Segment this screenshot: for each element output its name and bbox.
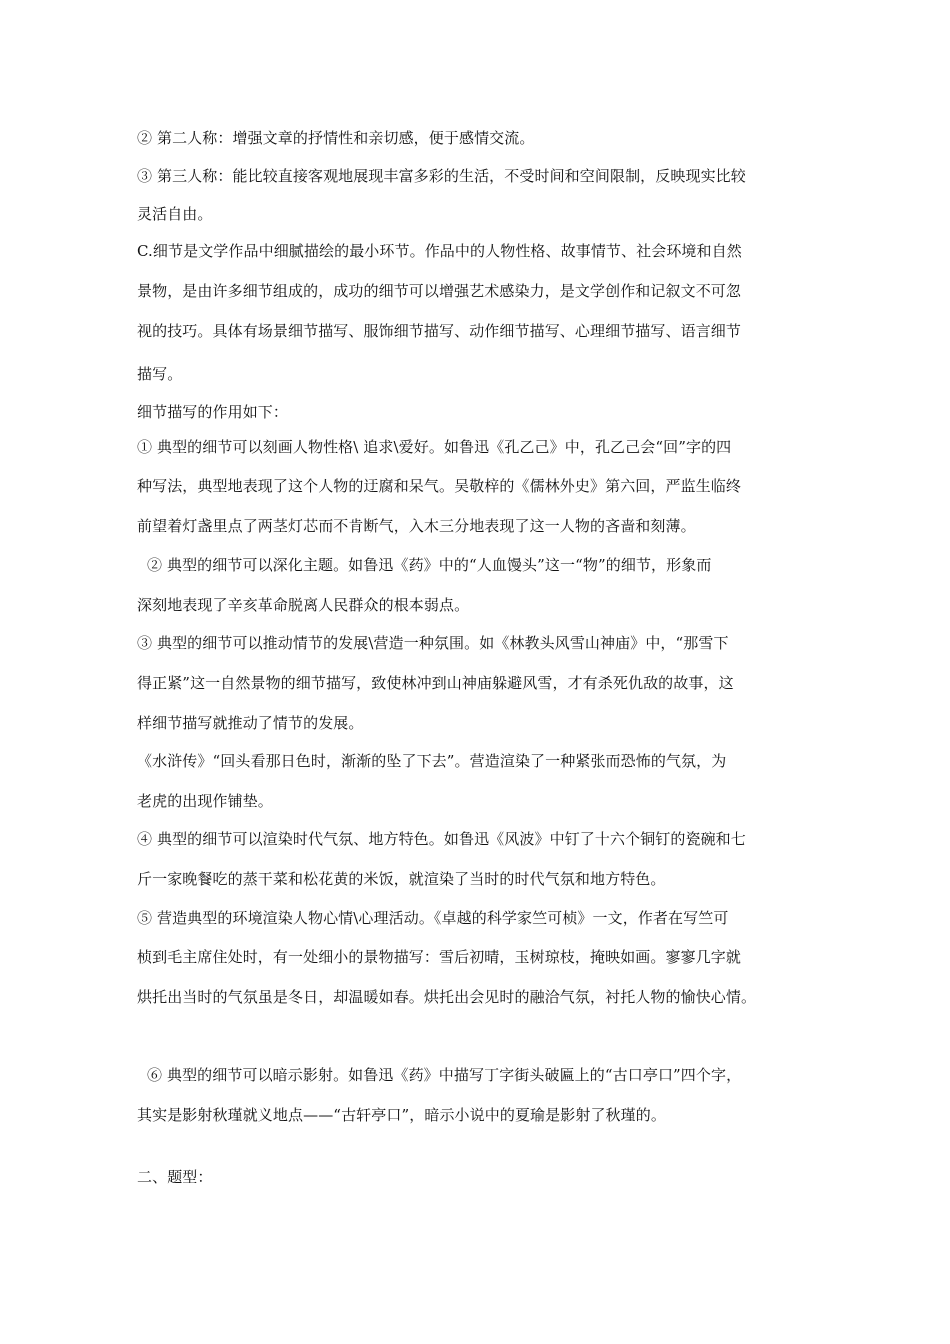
text-line: ⑥ 典型的细节可以暗示影射。如鲁迅《药》中描写丁字街头破匾上的“古口亭口”四个字， [147, 1066, 742, 1084]
text-line: ③ 典型的细节可以推动情节的发展\营造一种氛围。如《林教头风雪山神庙》中，“那雪下 [137, 634, 729, 652]
text-line: 桢到毛主席住处时，有一处细小的景物描写：雪后初晴，玉树琼枝，掩映如画。寥寥几字就 [137, 948, 742, 966]
text-line: ① 典型的细节可以刻画人物性格\ 追求\爱好。如鲁迅《孔乙己》中，孔乙己会“回”字的四 [137, 438, 732, 456]
text-line: 得正紧”这一自然景物的细节描写，致使林冲到山神庙躲避风雪，才有杀死仇敌的故事，这 [137, 674, 734, 692]
text-line: 其实是影射秋瑾就义地点——“古轩亭口”，暗示小说中的夏瑜是影射了秋瑾的。 [137, 1106, 666, 1124]
text-line: 样细节描写就推动了情节的发展。 [137, 714, 364, 732]
text-line: ④ 典型的细节可以渲染时代气氛、地方特色。如鲁迅《风波》中钉了十六个铜钉的瓷碗和七 [137, 830, 746, 848]
text-line: ② 第二人称：增强文章的抒情性和亲切感，便于感情交流。 [137, 129, 535, 147]
text-line: 视的技巧。具体有场景细节描写、服饰细节描写、动作细节描写、心理细节描写、语言细节 [137, 322, 742, 340]
text-line: 深刻地表现了辛亥革命脱离人民群众的根本弱点。 [137, 596, 470, 614]
text-line: ⑤ 营造典型的环境渲染人物心情\心理活动。《卓越的科学家竺可桢》一文，作者在写竺可 [137, 909, 729, 927]
text-line: 景物，是由许多细节组成的，成功的细节可以增强艺术感染力，是文学创作和记叙文不可忽 [137, 282, 742, 300]
text-line: 《水浒传》“回头看那日色时，渐渐的坠了下去”。营造渲染了一种紧张而恐怖的气氛，为 [137, 752, 727, 770]
text-line: 细节描写的作用如下： [137, 403, 289, 421]
text-line: 描写。 [137, 365, 183, 383]
text-line: 前望着灯盏里点了两茎灯芯而不肯断气，入木三分地表现了这一人物的吝啬和刻薄。 [137, 517, 696, 535]
section-heading: 二、题型： [137, 1168, 213, 1186]
text-line: 老虎的出现作铺垫。 [137, 792, 273, 810]
text-line: ② 典型的细节可以深化主题。如鲁迅《药》中的“人血馒头”这一“物”的细节，形象而 [147, 556, 712, 574]
text-line: 斤一家晚餐吃的蒸干菜和松花黄的米饭，就渲染了当时的时代气氛和地方特色。 [137, 870, 666, 888]
text-line: ③ 第三人称：能比较直接客观地展现丰富多彩的生活，不受时间和空间限制，反映现实比较 [137, 167, 746, 185]
text-line: 灵活自由。 [137, 205, 213, 223]
text-line: C.细节是文学作品中细腻描绘的最小环节。作品中的人物性格、故事情节、社会环境和自然 [137, 242, 742, 260]
text-line: 烘托出当时的气氛虽是冬日，却温暖如春。烘托出会见时的融洽气氛，衬托人物的愉快心情。 [137, 988, 757, 1006]
text-line: 种写法，典型地表现了这个人物的迂腐和呆气。吴敬梓的《儒林外史》第六回，严监生临终 [137, 477, 742, 495]
